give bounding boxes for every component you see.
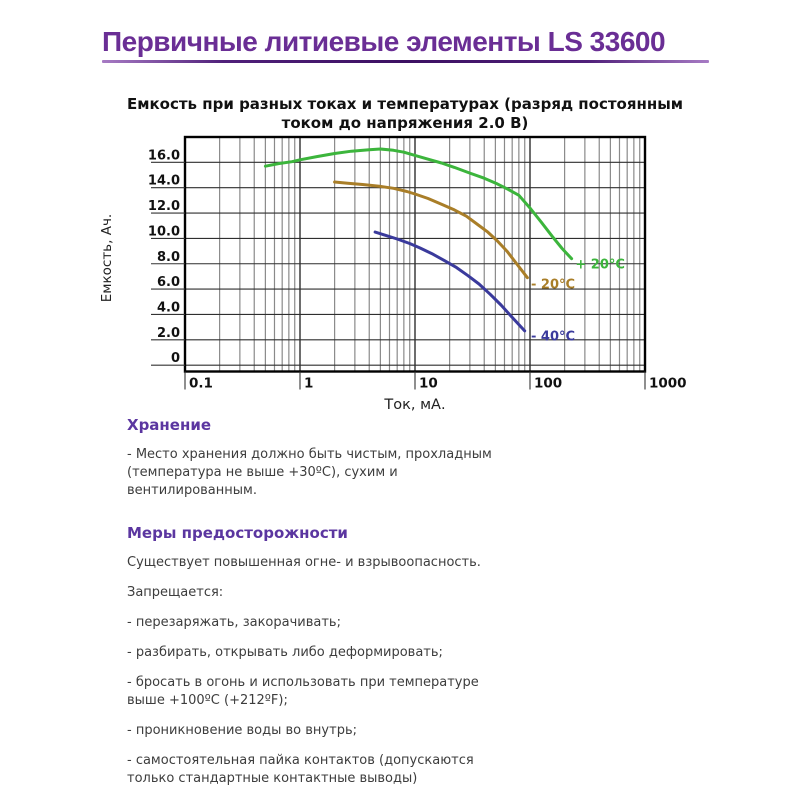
- svg-text:16.0: 16.0: [147, 148, 180, 164]
- page-title: Первичные литиевые элементы LS 33600: [102, 26, 666, 57]
- x-axis-label: Ток, мА.: [384, 397, 446, 413]
- section-heading-precautions: Меры предосторожности: [127, 524, 348, 542]
- body-paragraph: - бросать в огонь и использовать при температуре выше +100ºС (+212ºF);: [127, 675, 479, 708]
- body-paragraph: - Место хранения должно быть чистым, прохладным (температура не выше +30ºС), сухим и вентилированным.: [127, 447, 492, 498]
- series-label: - 20°C: [530, 277, 576, 293]
- svg-text:10: 10: [419, 375, 438, 392]
- body-paragraph: Существует повышенная огне- и взрывоопасность.: [127, 555, 481, 570]
- svg-text:12.0: 12.0: [147, 199, 180, 215]
- svg-text:100: 100: [534, 375, 563, 392]
- series-label: - 40°C: [530, 329, 576, 345]
- body-paragraph: - перезаряжать, закорачивать;: [127, 615, 341, 630]
- y-axis-label: Емкость, Ач.: [99, 213, 115, 303]
- body-paragraph: - самостоятельная пайка контактов (допускаются только стандартные контактные выводы): [127, 753, 474, 786]
- svg-text:1000: 1000: [649, 375, 687, 392]
- svg-text:4.0: 4.0: [156, 300, 180, 316]
- svg-text:2.0: 2.0: [156, 325, 180, 341]
- svg-text:6.0: 6.0: [156, 275, 180, 291]
- title-divider: [102, 60, 709, 63]
- svg-text:10.0: 10.0: [147, 224, 180, 240]
- body-paragraph: Запрещается:: [127, 585, 224, 600]
- svg-text:0: 0: [170, 351, 180, 367]
- section-heading-storage: Хранение: [127, 416, 212, 434]
- svg-text:0.1: 0.1: [189, 375, 213, 392]
- body-paragraph: - проникновение воды во внутрь;: [127, 723, 357, 738]
- svg-text:1: 1: [304, 375, 314, 392]
- svg-text:8.0: 8.0: [156, 249, 180, 265]
- svg-text:14.0: 14.0: [147, 173, 180, 189]
- series-label: + 20°C: [575, 257, 625, 273]
- text-content: [127, 416, 499, 800]
- chart-title-line2: током до напряжения 2.0 В): [281, 114, 529, 132]
- chart-title-line1: Емкость при разных токах и температурах (разряд постоянным: [126, 95, 684, 113]
- chart-title: [110, 95, 700, 133]
- capacity-chart: [90, 133, 690, 433]
- body-paragraph: - разбирать, открывать либо деформировать;: [127, 645, 443, 660]
